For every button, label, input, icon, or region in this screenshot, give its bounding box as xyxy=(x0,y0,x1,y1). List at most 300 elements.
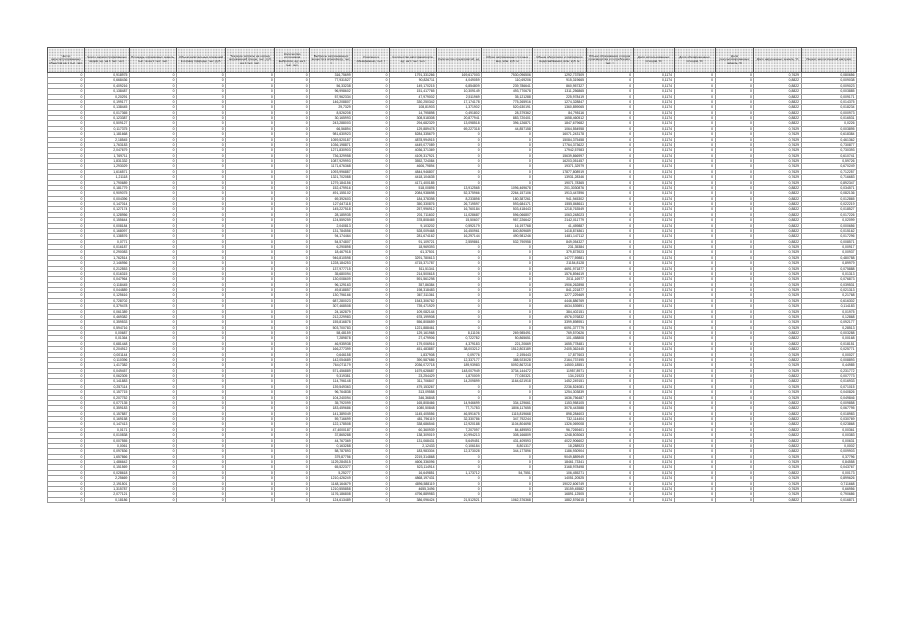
table-cell[interactable]: 0 xyxy=(586,433,633,438)
table-cell[interactable]: 0 xyxy=(674,465,715,470)
table-cell[interactable]: 0 xyxy=(674,282,715,287)
table-cell[interactable]: 189,93983 xyxy=(437,363,482,368)
table-cell[interactable]: 0,1174 xyxy=(633,390,674,395)
table-cell[interactable]: 0 xyxy=(48,363,85,368)
table-cell[interactable]: 0 xyxy=(353,331,390,336)
table-cell[interactable]: 0 xyxy=(353,368,390,373)
table-cell[interactable]: 0 xyxy=(353,132,390,137)
table-cell[interactable]: 0,359533 xyxy=(84,320,129,325)
table-cell[interactable]: 431,409593 xyxy=(482,438,533,443)
table-cell[interactable]: 0 xyxy=(674,191,715,196)
table-cell[interactable]: 77,931527 xyxy=(310,78,353,83)
table-cell[interactable]: 0 xyxy=(177,390,226,395)
table-cell[interactable]: 0 xyxy=(437,304,482,309)
table-cell[interactable]: 0 xyxy=(129,400,176,405)
table-cell[interactable]: 0,018983 xyxy=(801,411,856,416)
table-cell[interactable]: 0 xyxy=(226,261,275,266)
table-cell[interactable]: 0,1174 xyxy=(633,239,674,244)
table-cell[interactable]: 0 xyxy=(48,78,85,83)
table-cell[interactable]: 0 xyxy=(129,228,176,233)
table-cell[interactable]: 0 xyxy=(586,196,633,201)
table-cell[interactable]: 0 xyxy=(586,164,633,169)
table-cell[interactable]: 0 xyxy=(482,255,533,260)
table-cell[interactable]: 0,18186 xyxy=(84,497,129,502)
table-cell[interactable]: 0 xyxy=(129,288,176,293)
table-cell[interactable]: 0,44985 xyxy=(801,363,856,368)
table-cell[interactable]: 0,1174 xyxy=(633,357,674,362)
table-cell[interactable]: 4691,971877 xyxy=(533,266,586,271)
table-cell[interactable]: 0 xyxy=(674,142,715,147)
table-cell[interactable]: 0 xyxy=(437,454,482,459)
table-cell[interactable]: 0 xyxy=(715,433,754,438)
table-cell[interactable]: 0 xyxy=(715,438,754,443)
table-cell[interactable]: 0 xyxy=(715,470,754,475)
table-cell[interactable]: 0 xyxy=(275,363,310,368)
table-cell[interactable]: 0,790686 xyxy=(801,492,856,497)
table-cell[interactable]: 0,0171 xyxy=(84,427,129,432)
table-cell[interactable]: 0,1174 xyxy=(633,105,674,110)
table-cell[interactable]: 347,792244 xyxy=(482,417,533,422)
table-cell[interactable]: 0,7629 xyxy=(754,368,801,373)
table-cell[interactable]: 0 xyxy=(353,169,390,174)
table-cell[interactable]: 0,7629 xyxy=(754,476,801,481)
table-cell[interactable]: 0 xyxy=(129,390,176,395)
table-cell[interactable]: 0 xyxy=(437,169,482,174)
table-cell[interactable]: 0 xyxy=(275,245,310,250)
table-cell[interactable]: 0 xyxy=(586,390,633,395)
table-cell[interactable]: 0 xyxy=(586,336,633,341)
table-cell[interactable]: 0 xyxy=(674,245,715,250)
table-cell[interactable]: 0 xyxy=(129,341,176,346)
table-cell[interactable]: 183,983304 xyxy=(389,449,436,454)
table-cell[interactable]: 0 xyxy=(275,78,310,83)
table-cell[interactable]: 0 xyxy=(275,126,310,131)
table-cell[interactable]: 0,147413 xyxy=(84,422,129,427)
table-cell[interactable]: 0 xyxy=(226,470,275,475)
table-cell[interactable]: 0 xyxy=(226,234,275,239)
table-cell[interactable]: 0 xyxy=(129,363,176,368)
table-cell[interactable]: 183,459686 xyxy=(310,406,353,411)
table-cell[interactable]: 0 xyxy=(226,293,275,298)
table-cell[interactable]: 0 xyxy=(715,406,754,411)
table-cell[interactable]: 0 xyxy=(48,266,85,271)
table-cell[interactable]: 0,1174 xyxy=(633,422,674,427)
table-cell[interactable]: 0 xyxy=(674,417,715,422)
table-cell[interactable]: 0,712257 xyxy=(801,169,856,174)
table-cell[interactable]: 0,290083 xyxy=(84,250,129,255)
table-cell[interactable]: 0,1174 xyxy=(633,126,674,131)
table-cell[interactable]: 0 xyxy=(48,325,85,330)
table-cell[interactable]: 96,764838 xyxy=(310,390,353,395)
table-cell[interactable]: 739,471929 xyxy=(389,304,436,309)
table-cell[interactable]: 4976,076832 xyxy=(533,314,586,319)
table-cell[interactable]: 0,8822 xyxy=(754,331,801,336)
table-cell[interactable]: 0,003288 xyxy=(801,331,856,336)
table-cell[interactable]: 0 xyxy=(353,433,390,438)
table-cell[interactable]: 4171,400185 xyxy=(389,180,436,185)
table-cell[interactable]: 0 xyxy=(177,422,226,427)
table-cell[interactable]: 0,461362 xyxy=(801,137,856,142)
table-cell[interactable]: 344,177896 xyxy=(482,449,533,454)
table-cell[interactable]: 1326,069008 xyxy=(533,422,586,427)
table-cell[interactable]: 0 xyxy=(48,185,85,190)
table-cell[interactable]: 0,7629 xyxy=(754,250,801,255)
table-cell[interactable]: 0 xyxy=(674,239,715,244)
table-cell[interactable]: 0 xyxy=(674,164,715,169)
table-cell[interactable]: 58,48159 xyxy=(310,331,353,336)
table-cell[interactable]: 44,767369 xyxy=(310,438,353,443)
table-cell[interactable]: 0 xyxy=(715,331,754,336)
table-cell[interactable]: 0 xyxy=(353,228,390,233)
table-cell[interactable]: 18,288923 xyxy=(533,443,586,448)
table-cell[interactable]: 0 xyxy=(353,121,390,126)
table-cell[interactable]: 29,7329 xyxy=(310,105,353,110)
table-cell[interactable]: 1,790689 xyxy=(84,180,129,185)
table-cell[interactable]: 0,379478 xyxy=(84,304,129,309)
table-cell[interactable]: 386,096424 xyxy=(389,497,436,502)
table-cell[interactable]: 0 xyxy=(177,492,226,497)
table-cell[interactable]: 0 xyxy=(586,374,633,379)
table-cell[interactable]: 0 xyxy=(715,250,754,255)
table-cell[interactable]: 0 xyxy=(177,142,226,147)
table-cell[interactable]: 0,7629 xyxy=(754,271,801,276)
table-cell[interactable]: 0 xyxy=(48,271,85,276)
table-cell[interactable]: 54,574807 xyxy=(310,239,353,244)
table-cell[interactable]: 0 xyxy=(674,374,715,379)
table-cell[interactable]: 0 xyxy=(353,492,390,497)
table-cell[interactable]: 0 xyxy=(586,245,633,250)
table-cell[interactable]: 0 xyxy=(177,250,226,255)
table-cell[interactable]: 0 xyxy=(586,212,633,217)
table-cell[interactable]: 0,1174 xyxy=(633,341,674,346)
table-cell[interactable]: 0 xyxy=(674,427,715,432)
table-cell[interactable]: 840,809689 xyxy=(482,228,533,233)
table-cell[interactable]: 0 xyxy=(275,395,310,400)
table-cell[interactable]: 0,1174 xyxy=(633,282,674,287)
column-header[interactable]: Объем образования отходов производства и потребления, тыс. т xyxy=(586,48,633,73)
table-cell[interactable]: 0 xyxy=(586,314,633,319)
table-cell[interactable]: 0 xyxy=(275,497,310,502)
table-cell[interactable]: 0 xyxy=(129,121,176,126)
table-cell[interactable]: 0 xyxy=(353,449,390,454)
table-cell[interactable]: 313,09558 xyxy=(389,390,436,395)
table-cell[interactable]: 0 xyxy=(177,374,226,379)
table-cell[interactable]: 0 xyxy=(129,293,176,298)
table-cell[interactable]: 0 xyxy=(177,325,226,330)
table-cell[interactable]: 0 xyxy=(275,185,310,190)
table-cell[interactable]: 0 xyxy=(353,202,390,207)
table-cell[interactable]: 0 xyxy=(674,470,715,475)
table-cell[interactable]: 0,1174 xyxy=(633,266,674,271)
table-cell[interactable]: 0 xyxy=(715,116,754,121)
column-header[interactable]: Сброс загрязненных сточных вод, млн. куб. м xyxy=(482,48,533,73)
table-cell[interactable]: 0,09776 xyxy=(437,352,482,357)
table-cell[interactable]: 0,0771 xyxy=(84,239,129,244)
table-cell[interactable]: 0 xyxy=(353,486,390,491)
table-cell[interactable]: 0 xyxy=(674,126,715,131)
table-cell[interactable]: 0 xyxy=(275,336,310,341)
table-cell[interactable]: 0 xyxy=(48,202,85,207)
table-cell[interactable]: 0 xyxy=(674,454,715,459)
table-cell[interactable]: 0 xyxy=(353,341,390,346)
table-cell[interactable]: 0 xyxy=(129,180,176,185)
table-cell[interactable]: 0,7629 xyxy=(754,293,801,298)
table-cell[interactable]: 0 xyxy=(586,73,633,78)
table-cell[interactable]: 0,8822 xyxy=(754,191,801,196)
table-cell[interactable]: 0 xyxy=(177,126,226,131)
table-cell[interactable]: 379,87756 xyxy=(310,454,353,459)
table-cell[interactable]: 0 xyxy=(226,325,275,330)
table-cell[interactable]: 0,1174 xyxy=(633,169,674,174)
table-cell[interactable]: 0,618384 xyxy=(801,132,856,137)
table-cell[interactable]: 0 xyxy=(353,78,390,83)
table-cell[interactable]: 0 xyxy=(353,261,390,266)
table-cell[interactable]: 0 xyxy=(674,277,715,282)
table-cell[interactable]: 0 xyxy=(715,400,754,405)
table-cell[interactable]: 0 xyxy=(437,492,482,497)
table-cell[interactable]: 0 xyxy=(586,282,633,287)
table-cell[interactable]: 0 xyxy=(715,212,754,217)
table-cell[interactable]: 367,311361 xyxy=(389,293,436,298)
table-cell[interactable]: 4446,886769 xyxy=(533,298,586,303)
table-cell[interactable]: 0,049846 xyxy=(801,395,856,400)
table-cell[interactable]: 0 xyxy=(226,223,275,228)
table-cell[interactable]: 1292,737509 xyxy=(533,73,586,78)
table-cell[interactable]: 0,594716 xyxy=(84,325,129,330)
table-cell[interactable]: 0 xyxy=(48,212,85,217)
table-cell[interactable]: 0 xyxy=(226,73,275,78)
table-cell[interactable]: 0 xyxy=(48,460,85,465)
table-cell[interactable]: 15159,45582 xyxy=(533,486,586,491)
table-cell[interactable]: 0,1174 xyxy=(633,384,674,389)
table-cell[interactable]: 0 xyxy=(177,384,226,389)
table-cell[interactable]: 0 xyxy=(674,379,715,384)
table-cell[interactable]: 0 xyxy=(715,293,754,298)
table-cell[interactable]: 0,1174 xyxy=(633,443,674,448)
table-cell[interactable]: 0,670249 xyxy=(801,164,856,169)
table-cell[interactable]: 0,010838 xyxy=(84,433,129,438)
table-cell[interactable]: 0 xyxy=(674,481,715,486)
table-cell[interactable]: 0 xyxy=(353,148,390,153)
table-cell[interactable]: 12,337177 xyxy=(437,357,482,362)
table-cell[interactable]: 0 xyxy=(48,417,85,422)
table-cell[interactable]: 0,022219 xyxy=(801,202,856,207)
table-cell[interactable]: 0,1174 xyxy=(633,159,674,164)
table-cell[interactable]: 0 xyxy=(437,137,482,142)
table-cell[interactable]: 0 xyxy=(437,476,482,481)
table-cell[interactable]: 0,610741 xyxy=(801,153,856,158)
table-cell[interactable]: 0,151569 xyxy=(84,465,129,470)
table-cell[interactable]: 0,01364 xyxy=(84,336,129,341)
table-cell[interactable]: 1636,756487 xyxy=(533,395,586,400)
table-cell[interactable]: 0 xyxy=(275,148,310,153)
table-cell[interactable]: 0 xyxy=(715,234,754,239)
table-cell[interactable]: 0 xyxy=(226,336,275,341)
table-cell[interactable]: 0,711668 xyxy=(801,481,856,486)
table-cell[interactable]: 0 xyxy=(586,142,633,147)
table-cell[interactable]: 0 xyxy=(275,207,310,212)
table-cell[interactable]: 0,025771 xyxy=(801,347,856,352)
table-cell[interactable]: 0,207752 xyxy=(84,395,129,400)
table-cell[interactable]: 0,00361 xyxy=(801,427,856,432)
table-cell[interactable]: 0 xyxy=(482,132,533,137)
table-cell[interactable]: 0,730393 xyxy=(801,148,856,153)
table-cell[interactable]: 0 xyxy=(674,384,715,389)
table-cell[interactable]: 0 xyxy=(275,223,310,228)
table-cell[interactable]: 0 xyxy=(586,89,633,94)
table-cell[interactable]: 0 xyxy=(353,374,390,379)
table-cell[interactable]: 0,00917 xyxy=(801,245,856,250)
table-cell[interactable]: 1360,859065 xyxy=(533,105,586,110)
table-cell[interactable]: 30,165993 xyxy=(310,116,353,121)
table-cell[interactable]: 0 xyxy=(129,116,176,121)
table-cell[interactable]: 0 xyxy=(48,159,85,164)
table-cell[interactable]: 0 xyxy=(48,191,85,196)
table-cell[interactable]: 16891,12505 xyxy=(533,492,586,497)
table-cell[interactable]: 0 xyxy=(715,481,754,486)
table-cell[interactable]: 0 xyxy=(275,169,310,174)
table-cell[interactable]: 0,7629 xyxy=(754,132,801,137)
table-cell[interactable]: 384,402151 xyxy=(533,309,586,314)
column-header[interactable]: Объем оборотного и повторного водоснабжения, млн. куб. м xyxy=(533,48,586,73)
table-cell[interactable]: 0 xyxy=(674,180,715,185)
table-cell[interactable]: 0,155644 xyxy=(84,218,129,223)
table-cell[interactable]: 1221,888461 xyxy=(389,325,436,330)
table-cell[interactable]: 0 xyxy=(177,433,226,438)
table-cell[interactable]: 0,1174 xyxy=(633,492,674,497)
table-cell[interactable]: 0 xyxy=(586,159,633,164)
table-cell[interactable]: 1,837908 xyxy=(389,352,436,357)
table-cell[interactable]: 0 xyxy=(177,293,226,298)
table-cell[interactable]: 0,8822 xyxy=(754,427,801,432)
table-cell[interactable]: 0 xyxy=(674,460,715,465)
table-cell[interactable]: 0 xyxy=(129,175,176,180)
table-cell[interactable]: 4796,889983 xyxy=(389,492,436,497)
column-header[interactable]: Число зарегистрированных объектов на 1 тыс. чел. xyxy=(48,48,85,73)
table-cell[interactable]: 0 xyxy=(586,368,633,373)
table-cell[interactable]: 0,00168 xyxy=(801,336,856,341)
table-cell[interactable]: 0 xyxy=(715,175,754,180)
table-cell[interactable]: 0,491802 xyxy=(437,110,482,115)
table-cell[interactable]: 0 xyxy=(177,94,226,99)
table-cell[interactable]: 0 xyxy=(353,454,390,459)
table-cell[interactable]: 0 xyxy=(226,169,275,174)
table-cell[interactable]: 0 xyxy=(715,245,754,250)
table-cell[interactable]: 0 xyxy=(129,357,176,362)
table-cell[interactable]: 0 xyxy=(674,234,715,239)
table-cell[interactable]: 0,110396 xyxy=(84,357,129,362)
table-cell[interactable]: 7,289878 xyxy=(310,336,353,341)
table-cell[interactable]: 0 xyxy=(226,255,275,260)
table-cell[interactable]: 0 xyxy=(674,148,715,153)
table-cell[interactable]: 0 xyxy=(48,486,85,491)
table-cell[interactable]: 13,912565 xyxy=(437,185,482,190)
table-cell[interactable]: 0,071015 xyxy=(801,384,856,389)
table-cell[interactable]: 0,080656 xyxy=(801,73,856,78)
column-header[interactable]: Доля использованных отходов, % xyxy=(633,48,674,73)
table-cell[interactable]: 0,1174 xyxy=(633,309,674,314)
table-cell[interactable]: 0 xyxy=(48,234,85,239)
table-cell[interactable]: 0 xyxy=(226,352,275,357)
table-cell[interactable]: 0 xyxy=(129,277,176,282)
table-cell[interactable]: 257,996912 xyxy=(389,207,436,212)
table-cell[interactable]: 0 xyxy=(129,185,176,190)
table-cell[interactable]: 0,003895 xyxy=(801,126,856,131)
column-header[interactable]: Объем капитальных вложений в охрану природы, тыс. руб. xyxy=(177,48,226,73)
table-cell[interactable]: 0,7629 xyxy=(754,266,801,271)
table-cell[interactable]: 0 xyxy=(353,336,390,341)
table-cell[interactable]: 0,163288 xyxy=(310,443,353,448)
table-cell[interactable]: 0 xyxy=(353,400,390,405)
table-cell[interactable]: 0 xyxy=(177,443,226,448)
table-cell[interactable]: 0,204912 xyxy=(84,347,129,352)
table-cell[interactable]: 0,1174 xyxy=(633,277,674,282)
table-cell[interactable]: 0 xyxy=(275,250,310,255)
table-cell[interactable]: 0 xyxy=(48,470,85,475)
table-cell[interactable]: 0 xyxy=(226,110,275,115)
table-cell[interactable]: 0,039531 xyxy=(801,282,856,287)
table-cell[interactable]: 0 xyxy=(48,411,85,416)
table-cell[interactable]: 451,483887 xyxy=(389,347,436,352)
table-cell[interactable]: 0 xyxy=(129,83,176,88)
table-cell[interactable]: 1254,303839 xyxy=(533,390,586,395)
table-cell[interactable]: 0 xyxy=(674,449,715,454)
table-cell[interactable]: 0,12868 xyxy=(801,314,856,319)
table-cell[interactable]: 2084,938698 xyxy=(389,191,436,196)
table-cell[interactable]: 96,998602 xyxy=(310,89,353,94)
table-cell[interactable]: 0 xyxy=(226,121,275,126)
table-cell[interactable]: 1104,804698 xyxy=(482,422,533,427)
table-cell[interactable]: 0 xyxy=(586,121,633,126)
table-cell[interactable]: 0 xyxy=(177,454,226,459)
table-cell[interactable]: 0 xyxy=(48,449,85,454)
table-cell[interactable]: 0 xyxy=(715,142,754,147)
table-cell[interactable]: 0 xyxy=(226,191,275,196)
table-cell[interactable]: 0 xyxy=(275,202,310,207)
table-cell[interactable]: 0 xyxy=(437,164,482,169)
table-cell[interactable]: 2,047679 xyxy=(84,148,129,153)
table-cell[interactable]: 59,716699 xyxy=(310,417,353,422)
table-cell[interactable]: 0 xyxy=(226,433,275,438)
table-cell[interactable]: 0 xyxy=(177,497,226,502)
column-header[interactable]: Доля обезвреженных отходов, % xyxy=(674,48,715,73)
table-cell[interactable]: 0 xyxy=(715,357,754,362)
table-cell[interactable]: 0 xyxy=(482,314,533,319)
table-cell[interactable]: 0,7629 xyxy=(754,298,801,303)
table-cell[interactable]: 0 xyxy=(715,185,754,190)
table-cell[interactable]: 0,157715 xyxy=(84,390,129,395)
table-cell[interactable]: 0 xyxy=(674,196,715,201)
table-cell[interactable]: 32,330786 xyxy=(437,417,482,422)
table-cell[interactable]: 0 xyxy=(353,460,390,465)
table-cell[interactable]: 0 xyxy=(715,449,754,454)
table-cell[interactable]: 0,00631 xyxy=(801,438,856,443)
table-cell[interactable]: 16203,051457 xyxy=(533,159,586,164)
table-cell[interactable]: 0 xyxy=(674,73,715,78)
table-cell[interactable]: 0 xyxy=(715,159,754,164)
table-cell[interactable]: 0,1174 xyxy=(633,465,674,470)
table-cell[interactable]: 0 xyxy=(353,218,390,223)
table-cell[interactable]: 35,121288 xyxy=(482,94,533,99)
table-cell[interactable]: 0,127174 xyxy=(84,207,129,212)
table-cell[interactable]: 142,054689 xyxy=(310,357,353,362)
table-cell[interactable]: 0,1174 xyxy=(633,116,674,121)
table-cell[interactable]: 0 xyxy=(48,94,85,99)
table-cell[interactable]: 0 xyxy=(437,159,482,164)
column-header[interactable]: Выбросы загрязняющих веществ в атмосферу, тыс. т xyxy=(310,48,353,73)
table-cell[interactable]: 1210,555858 xyxy=(310,486,353,491)
table-cell[interactable]: 0 xyxy=(715,239,754,244)
